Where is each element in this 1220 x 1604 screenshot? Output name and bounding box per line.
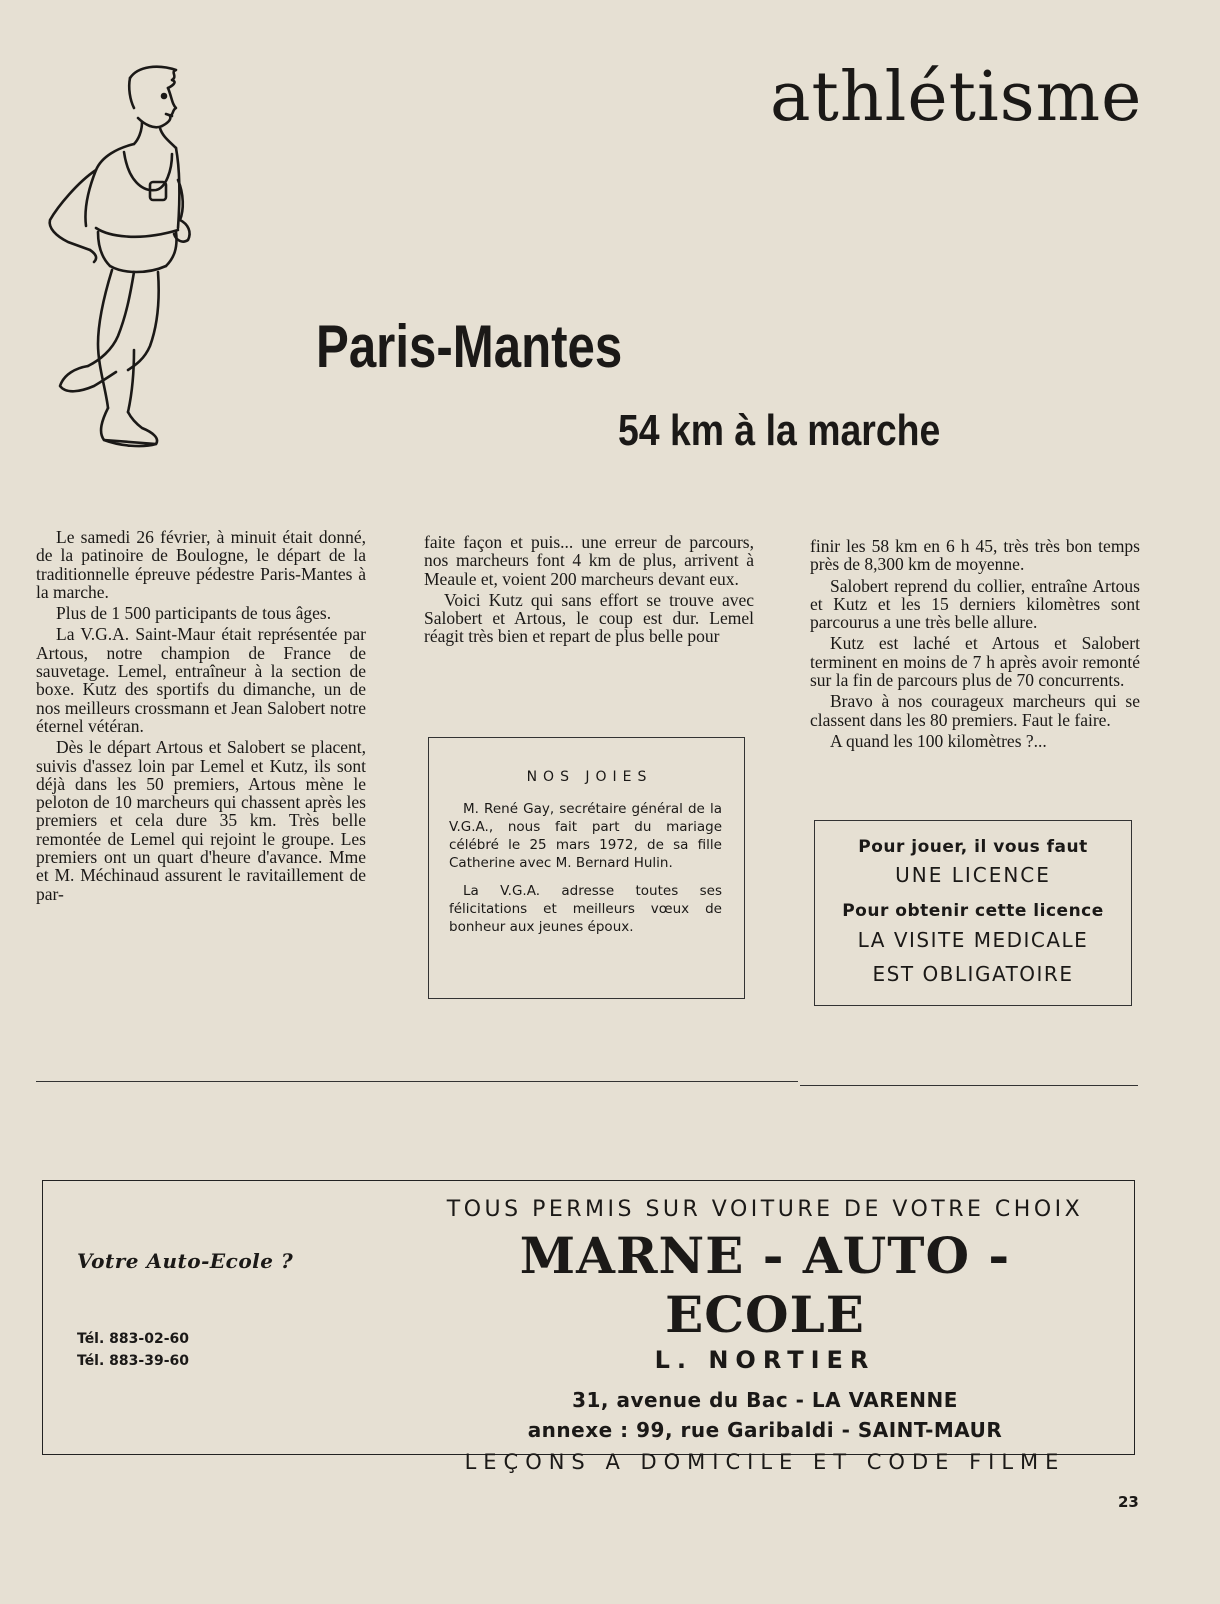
paragraph: Salobert reprend du collier, entraîne Artous et Kutz et les 15 derniers kilomètres sont parcourus a une très belle allure.	[810, 575, 1140, 633]
article-column-2	[424, 533, 754, 649]
licence-notice-box	[814, 820, 1132, 1006]
paragraph: Voici Kutz qui sans effort se trouve avec Salobert et Artous, le coup est dur. Lemel réagit très bien et repart de plus belle pour	[424, 589, 754, 647]
ad-phone: Tél. 883-39-60	[77, 1353, 189, 1369]
ad-owner: L. NORTIER	[654, 1346, 876, 1374]
paragraph: Le samedi 26 février, à minuit était donné, de la patinoire de Boulogne, le départ de la traditionnelle épreuve pédestre Paris-Mantes à la marche.	[36, 527, 366, 602]
divider-rule	[800, 1085, 1138, 1086]
paragraph: faite façon et puis... une erreur de parcours, nos marcheurs font 4 km de plus, arrivent à Meaule et, voient 200 marcheurs devant eux.	[424, 532, 754, 589]
licence-line: UNE LICENCE	[895, 863, 1051, 887]
section-title: athlétisme	[770, 58, 1143, 137]
ad-business-name: MARNE - AUTO - ECOLE	[519, 1226, 1011, 1344]
page-number: 23	[1118, 1493, 1139, 1511]
paragraph: finir les 58 km en 6 h 45, très très bon temps près de 8,300 km de moyenne.	[810, 536, 1140, 575]
ad-main	[415, 1197, 1115, 1474]
paragraph: Plus de 1 500 participants de tous âges.	[56, 603, 332, 624]
licence-line: EST OBLIGATOIRE	[872, 962, 1074, 986]
ad-address: annexe : 99, rue Garibaldi - SAINT-MAUR	[527, 1418, 1003, 1442]
paragraph: Dès le départ Artous et Salobert se placent, suivis d'assez loin par Lemel et Kutz, ils sont déjà dans les 50 premiers, Artous mène le peloton de 10 marcheurs qui chassent après les premiers et cela dure 35 km. Très belle remontée de Lemel qui rejoint le groupe. Les premiers ont un quart d'heure d'avance. Mme et M. Méchinaud assurent le ravitaillement de par-	[36, 737, 366, 904]
ad-left-title: Votre Auto-Ecole ?	[77, 1249, 294, 1273]
paragraph: Bravo à nos courageux marcheurs qui se classent dans les 80 premiers. Faut le faire.	[810, 691, 1140, 730]
advertisement-box	[42, 1180, 1135, 1474]
nos-joies-heading: NOS JOIES	[526, 769, 653, 785]
article-subtitle: 54 km à la marche	[618, 406, 941, 455]
nos-joies-paragraph: La V.G.A. adresse toutes ses félicitations et meilleurs vœux de bonheur aux jeunes époux.	[449, 883, 722, 935]
paragraph: Kutz est laché et Artous et Salobert terminent en moins de 7 h après avoir remonté sur la fin de parcours plus de 70 concurrents.	[810, 633, 1140, 691]
ad-tagline: TOUS PERMIS SUR VOITURE DE VOTRE CHOIX	[446, 1197, 1084, 1222]
article-column-3	[810, 537, 1140, 753]
divider-rule	[36, 1081, 798, 1082]
paragraph: La V.G.A. Saint-Maur était représentée par Artous, notre champion de France de sauvetage. Lemel, entraîneur à la section de boxe. Kutz des sportifs du dimanche, un de nos meilleurs crossmann et Jean Salobert notre éternel vétéran.	[36, 624, 366, 736]
article-column-1	[36, 528, 366, 906]
paragraph: A quand les 100 kilomètres ?...	[830, 730, 1047, 751]
article-title: Paris-Mantes	[316, 313, 623, 380]
ad-phone: Tél. 883-02-60	[77, 1331, 189, 1347]
ad-footer-line: LEÇONS A DOMICILE ET CODE FILME	[464, 1450, 1066, 1474]
licence-line: LA VISITE MEDICALE	[857, 928, 1089, 952]
nos-joies-paragraph: M. René Gay, secrétaire général de la V.G.A., nous fait part du mariage célébré le 25 mars 1972, de sa fille Catherine avec M. Bernard Hulin.	[449, 801, 722, 871]
licence-line: Pour jouer, il vous faut	[858, 837, 1088, 857]
race-walker-illustration	[38, 60, 198, 470]
licence-line: Pour obtenir cette licence	[842, 901, 1104, 921]
nos-joies-box	[428, 737, 745, 999]
ad-address: 31, avenue du Bac - LA VARENNE	[572, 1388, 958, 1412]
